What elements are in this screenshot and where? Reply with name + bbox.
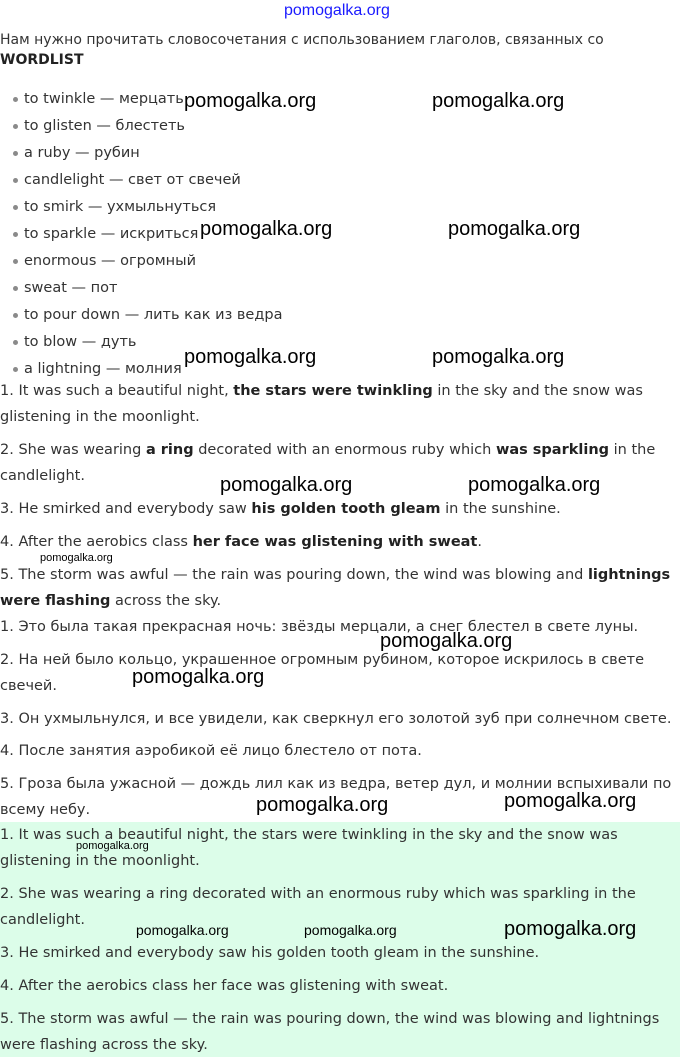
watermark: pomogalka.org <box>468 474 601 496</box>
watermark: pomogalka.org <box>132 666 265 688</box>
watermark: pomogalka.org <box>304 922 397 938</box>
english-sentence-2: 2. She was wearing a ring decorated with an enormous ruby which was sparkling in the candlelight. <box>0 442 656 484</box>
answer-sentence-2: 2. She was wearing a ring decorated with an enormous ruby which was sparkling in the candlelight. <box>0 886 636 928</box>
bullet-icon <box>13 367 18 372</box>
russian-sentence-4: 4. После занятия аэробикой её лицо блестело от пота. <box>0 743 422 759</box>
word-item: to smirk — ухмыльнуться <box>0 194 282 221</box>
word-item: to blow — дуть <box>0 329 282 356</box>
word-item: a ruby — рубин <box>0 140 282 167</box>
answer-sentence-1: 1. It was such a beautiful night, the stars were twinkling in the sky and the snow was glistening in the moonlight. <box>0 827 618 869</box>
russian-sentence-5: 5. Гроза была ужасной — дождь лил как из ведра, ветер дул, и молнии вспыхивали по всему небу. <box>0 776 672 818</box>
answer-sentence-3: 3. He smirked and everybody saw his golden tooth gleam in the sunshine. <box>0 945 540 961</box>
watermark: pomogalka.org <box>40 552 113 564</box>
bullet-icon <box>13 286 18 291</box>
bullet-icon <box>13 259 18 264</box>
watermark: pomogalka.org <box>184 90 317 112</box>
watermark: pomogalka.org <box>220 474 353 496</box>
bullet-icon <box>13 124 18 129</box>
bullet-icon <box>13 232 18 237</box>
bullet-icon <box>13 313 18 318</box>
english-sentence-4: 4. After the aerobics class her face was glistening with sweat. <box>0 534 482 550</box>
bullet-icon <box>13 205 18 210</box>
watermark: pomogalka.org <box>184 346 317 368</box>
english-sentence-5: 5. The storm was awful — the rain was pouring down, the wind was blowing and lightnings were flashing across the sky. <box>0 567 671 609</box>
bullet-icon <box>13 178 18 183</box>
word-item: candlelight — свет от свечей <box>0 167 282 194</box>
watermark: pomogalka.org <box>380 630 513 652</box>
watermark: pomogalka.org <box>432 346 565 368</box>
word-item: sweat — пот <box>0 275 282 302</box>
watermark: pomogalka.org <box>504 790 637 812</box>
watermark: pomogalka.org <box>504 918 637 940</box>
bullet-icon <box>13 97 18 102</box>
intro-text: Нам нужно прочитать словосочетания с использованием глаголов, связанных со <box>0 32 604 48</box>
russian-sentence-3: 3. Он ухмыльнулся, и все увидели, как сверкнул его золотой зуб при солнечном свете. <box>0 711 672 727</box>
english-sentence-3: 3. He smirked and everybody saw his golden tooth gleam in the sunshine. <box>0 501 561 517</box>
answer-sentence-5: 5. The storm was awful — the rain was pouring down, the wind was blowing and lightnings were flashing across the sky. <box>0 1011 660 1053</box>
watermark: pomogalka.org <box>256 794 389 816</box>
russian-sentence-1: 1. Это была такая прекрасная ночь: звёзды мерцали, а снег блестел в свете луны. <box>0 619 639 635</box>
answer-sentence-4: 4. After the aerobics class her face was glistening with sweat. <box>0 978 449 994</box>
russian-sentence-2: 2. На ней было кольцо, украшенное огромным рубином, которое искрилось в свете свечей. <box>0 652 644 694</box>
wordlist-heading: WORDLIST <box>0 52 84 68</box>
english-sentence-1: 1. It was such a beautiful night, the stars were twinkling in the sky and the snow was glistening in the moonlight. <box>0 383 643 425</box>
word-item: to pour down — лить как из ведра <box>0 302 282 329</box>
word-item: a lightning — молния <box>0 356 282 383</box>
watermark: pomogalka.org <box>448 218 581 240</box>
watermark: pomogalka.org <box>432 90 565 112</box>
word-item: to glisten — блестеть <box>0 113 282 140</box>
watermark: pomogalka.org <box>136 922 229 938</box>
word-item: enormous — огромный <box>0 248 282 275</box>
watermark: pomogalka.org <box>76 840 149 852</box>
word-item: to sparkle — искриться <box>0 221 282 248</box>
header-watermark: pomogalka.org <box>284 2 390 19</box>
bullet-icon <box>13 151 18 156</box>
watermark: pomogalka.org <box>200 218 333 240</box>
bullet-icon <box>13 340 18 345</box>
word-item: to twinkle — мерцать <box>0 86 282 113</box>
